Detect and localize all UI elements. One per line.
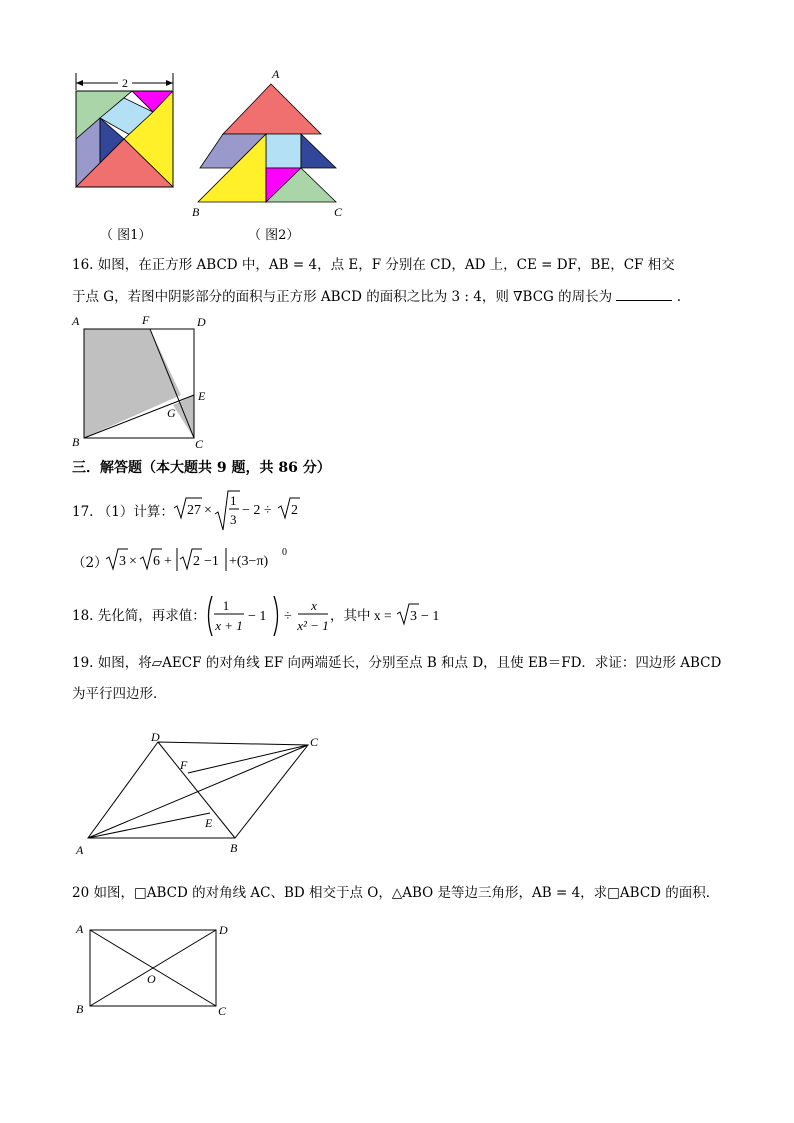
q19-parallelogram-figure [70,728,330,858]
q19-line-2: 为平行四边形． [72,686,167,702]
label-C: C [195,437,204,451]
q16-square-figure [66,312,226,452]
x-root: 3 [410,609,417,624]
dimension-label: 2 [122,76,128,90]
label-D: D [219,923,228,937]
svg-text:+: + [164,554,172,569]
sqrt-2: 2 [291,503,298,518]
label-B: B [192,205,200,219]
label-C: C [218,1004,227,1018]
tangram-figure-1 [60,70,190,195]
x-tail: − 1 [421,609,440,624]
label-C: C [310,735,319,749]
label-A: A [76,922,84,936]
q16-line-2-text: 于点 G，若图中阴影部分的面积与正方形 ABCD 的面积之比为 3 : 4，则 ∇BCG 的周长为 [72,289,613,305]
exponent: 0 [282,547,287,558]
minus-one: −1 [204,554,219,569]
q16-line-2-end: . [676,289,682,305]
svg-text:×: × [129,554,137,569]
frac-num: 1 [230,493,237,508]
q17-part1-expression [172,488,312,534]
label-A: A [76,843,84,857]
sqrt-27: 27 [187,503,201,518]
sqrt-6: 6 [153,554,160,569]
sqrt-3: 3 [119,554,126,569]
label-B: B [230,841,238,855]
q16-line-1: 16. 如图，在正方形 ABCD 中，AB = 4，点 E，F 分别在 CD，AD 上，CE = DF，BE，CF 相交 [72,257,675,273]
sqrt-2b: 2 [193,554,200,569]
pi-term: +(3−π) [229,554,269,569]
label-B: B [76,1002,84,1016]
frac1-num: 1 [222,598,230,613]
label-F: F [142,313,150,327]
section-title: 三．解答题（本大题共 9 题，共 86 分） [72,460,331,476]
q18-prefix: 18. 先化简，再求值： [72,608,206,624]
q20-rectangle-figure [68,918,243,1023]
frac2-den: x² − 1 [297,618,329,633]
q18-expression [204,592,454,640]
q18-suffix: ，其中 x = [330,608,392,623]
q16-line-2 [72,286,681,307]
caption-figure-1: （ 图1） [100,228,152,243]
q17-part1-prefix: 17. （1）计算： [72,504,174,520]
label-G: G [167,406,176,420]
q17-part2-prefix: （2） [72,555,108,571]
frac-den: 3 [230,512,237,527]
label-E: E [198,389,206,403]
frac2-num: x [311,598,317,613]
frac1-den: x + 1 [215,618,243,633]
minus-one: − 1 [248,609,267,624]
label-O: O [147,972,156,986]
label-A: A [72,314,80,328]
svg-text:×: × [204,503,212,518]
label-D: D [197,315,206,329]
tangram-figure-2 [186,66,351,221]
div-sign: ÷ [284,609,292,624]
label-E: E [205,816,213,830]
q17-part2-expression [104,543,294,579]
label-F: F [180,758,188,772]
caption-figure-2: （ 图2） [248,228,300,243]
label-B: B [72,435,80,449]
label-A: A [272,67,280,81]
answer-blank [616,286,672,301]
q20-line-1: 20 如图，□ABCD 的对角线 AC、BD 相交于点 O，△ABO 是等边三角形，AB = 4，求□ABCD 的面积． [72,885,720,901]
label-D: D [151,730,160,744]
label-C: C [334,205,343,219]
q19-line-1: 19. 如图，将▱AECF 的对角线 EF 向两端延长，分别至点 B 和点 D，且使 EB＝FD．求证：四边形 ABCD [72,655,722,671]
mid-op: − 2 ÷ [242,503,272,518]
